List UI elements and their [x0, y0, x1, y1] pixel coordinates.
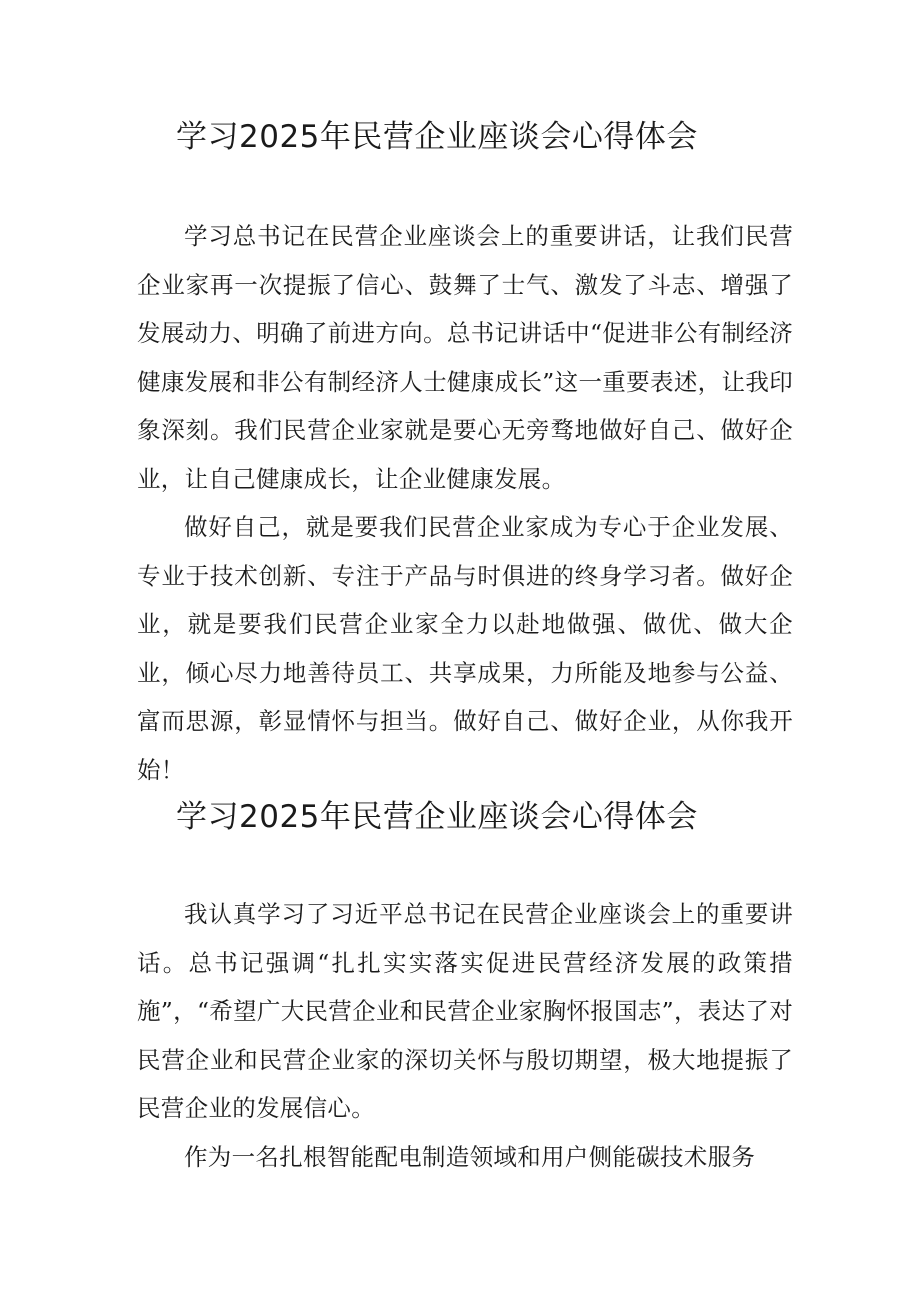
article-title-2: 学习2025年民营企业座谈会心得体会 — [176, 799, 698, 835]
article-body-1 — [137, 212, 793, 794]
article-body-2 — [137, 890, 793, 1181]
paragraph-1-1: 学习总书记在民营企业座谈会上的重要讲话，让我们民营企业家再一次提振了信心、鼓舞了士气、激发了斗志、增强了发展动力、明确了前进方向。总书记讲话中“促进非公有制经济健康发展和非公有制经济人士健康成长”这一重要表述，让我印象深刻。我们民营企业家就是要心无旁骛地做好自己、做好企业，让自己健康成长，让企业健康发展。 — [137, 222, 793, 493]
paragraph-2-2: 作为一名扎根智能配电制造领域和用户侧能碳技术服务 — [184, 1142, 756, 1171]
article-title-1: 学习2025年民营企业座谈会心得体会 — [176, 119, 698, 155]
paragraph-1-2: 做好自己，就是要我们民营企业家成为专心于企业发展、专业于技术创新、专注于产品与时俱进的终身学习者。做好企业，就是要我们民营企业家全力以赴地做强、做优、做大企业，倾心尽力地善待员工、共享成果，力所能及地参与公益、富而思源，彰显情怀与担当。做好自己、做好企业，从你我开始！ — [137, 513, 793, 784]
paragraph-2-1: 我认真学习了习近平总书记在民营企业座谈会上的重要讲话。总书记强调“扎扎实实落实促进民营经济发展的政策措施”，“希望广大民营企业和民营企业家胸怀报国志”，表达了对民营企业和民营企业家的深切关怀与殷切期望，极大地提振了民营企业的发展信心。 — [137, 900, 793, 1122]
